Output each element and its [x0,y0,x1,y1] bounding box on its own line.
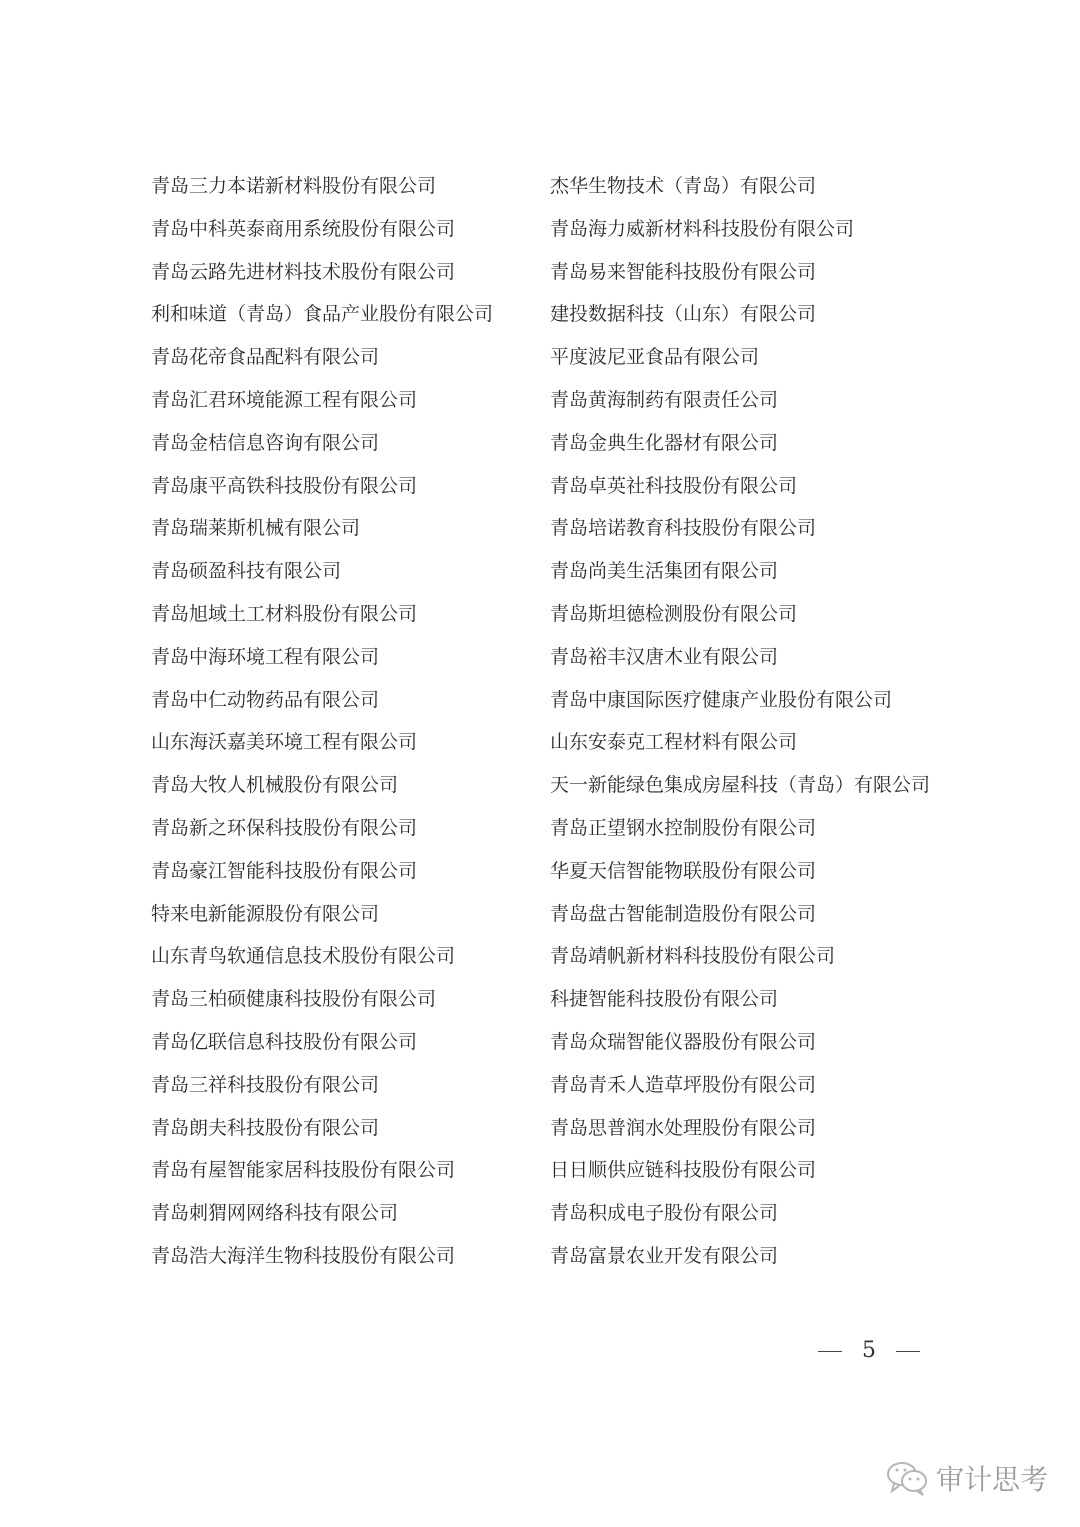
company-name-right: 青岛靖帆新材料科技股份有限公司 [550,945,836,968]
company-name-left: 青岛豪江智能科技股份有限公司 [151,859,418,882]
company-name-left: 青岛汇君环境能源工程有限公司 [151,388,418,411]
company-name-right: 青岛裕丰汉唐木业有限公司 [550,645,779,668]
company-name-right: 青岛积成电子股份有限公司 [550,1202,779,1225]
company-list [0,172,1080,1285]
company-name-left: 山东青鸟软通信息技术股份有限公司 [151,945,456,968]
company-name-left: 青岛三柏硕健康科技股份有限公司 [151,988,437,1011]
list-row [0,258,1080,301]
company-name-right: 青岛卓英社科技股份有限公司 [550,474,798,497]
watermark [886,1458,1048,1498]
company-name-right: 青岛中康国际医疗健康产业股份有限公司 [550,688,893,711]
company-name-left: 青岛康平高铁科技股份有限公司 [151,474,418,497]
list-row [0,985,1080,1028]
company-name-left: 青岛三祥科技股份有限公司 [151,1073,380,1096]
company-name-left: 青岛硕盈科技有限公司 [151,560,342,583]
company-name-left: 青岛中海环境工程有限公司 [151,645,380,668]
page-number-value: 5 [862,1338,876,1363]
watermark-text: 审计思考 [936,1463,1049,1496]
company-name-right: 青岛海力威新材料科技股份有限公司 [550,217,855,240]
list-row [0,771,1080,814]
company-name-right: 青岛富景农业开发有限公司 [550,1244,779,1267]
list-row [0,942,1080,985]
company-name-left: 青岛旭域土工材料股份有限公司 [151,602,418,625]
company-name-right: 天一新能绿色集成房屋科技（青岛）有限公司 [550,774,931,797]
company-name-right: 山东安泰克工程材料有限公司 [550,731,798,754]
company-name-right: 青岛易来智能科技股份有限公司 [550,260,817,283]
company-name-left: 青岛花帝食品配料有限公司 [151,346,380,369]
list-row [0,1114,1080,1157]
company-name-right: 华夏天信智能物联股份有限公司 [550,859,817,882]
list-row [0,1071,1080,1114]
company-name-left: 青岛大牧人机械股份有限公司 [151,774,399,797]
company-name-right: 青岛尚美生活集团有限公司 [550,560,779,583]
company-name-left: 青岛三力本诺新材料股份有限公司 [151,175,437,197]
company-name-right: 青岛培诺教育科技股份有限公司 [550,517,817,540]
company-name-left: 青岛中科英泰商用系统股份有限公司 [151,217,456,240]
list-row [0,386,1080,429]
company-name-left: 青岛亿联信息科技股份有限公司 [151,1030,418,1053]
list-row [0,686,1080,729]
list-row [0,728,1080,771]
company-name-left: 青岛浩大海洋生物科技股份有限公司 [151,1244,456,1267]
list-row [0,429,1080,472]
company-name-right: 青岛斯坦德检测股份有限公司 [550,602,798,625]
list-row [0,300,1080,343]
company-name-right: 青岛金典生化器材有限公司 [550,431,779,454]
list-row [0,1156,1080,1199]
list-row [0,1028,1080,1071]
list-row [0,557,1080,600]
company-name-left: 青岛刺猬网网络科技有限公司 [151,1202,399,1225]
list-row [0,600,1080,643]
company-name-right: 平度波尼亚食品有限公司 [550,346,760,369]
list-row [0,814,1080,857]
list-row [0,900,1080,943]
company-name-right: 杰华生物技术（青岛）有限公司 [550,175,817,197]
company-name-right: 青岛盘古智能制造股份有限公司 [550,902,817,925]
company-name-left: 青岛新之环保科技股份有限公司 [151,816,418,839]
company-name-left: 利和味道（青岛）食品产业股份有限公司 [151,303,494,326]
company-name-left: 青岛瑞莱斯机械有限公司 [151,517,361,540]
company-name-right: 青岛黄海制药有限责任公司 [550,388,779,411]
list-row [0,643,1080,686]
dash-left [818,1351,842,1352]
company-name-right: 青岛众瑞智能仪器股份有限公司 [550,1030,817,1053]
dash-right [896,1351,920,1352]
company-name-left: 特来电新能源股份有限公司 [151,902,380,925]
list-row [0,215,1080,258]
list-row [0,514,1080,557]
list-row [0,1199,1080,1242]
list-row [0,857,1080,900]
wechat-icon [886,1460,930,1496]
company-name-right: 科捷智能科技股份有限公司 [550,988,779,1011]
company-name-right: 日日顺供应链科技股份有限公司 [550,1159,817,1182]
company-name-left: 青岛朗夫科技股份有限公司 [151,1116,380,1139]
company-name-left: 青岛有屋智能家居科技股份有限公司 [151,1159,456,1182]
list-row [0,343,1080,386]
company-name-right: 青岛正望钢水控制股份有限公司 [550,816,817,839]
company-name-right: 建投数据科技（山东）有限公司 [550,303,817,326]
list-row [0,1242,1080,1285]
company-name-left: 青岛中仁动物药品有限公司 [151,688,380,711]
company-name-left: 青岛金桔信息咨询有限公司 [151,431,380,454]
company-name-right: 青岛思普润水处理股份有限公司 [550,1116,817,1139]
list-row [0,172,1080,215]
page-number [812,1336,926,1366]
list-row [0,472,1080,515]
company-name-left: 山东海沃嘉美环境工程有限公司 [151,731,418,754]
company-name-left: 青岛云路先进材料技术股份有限公司 [151,260,456,283]
company-name-right: 青岛青禾人造草坪股份有限公司 [550,1073,817,1096]
